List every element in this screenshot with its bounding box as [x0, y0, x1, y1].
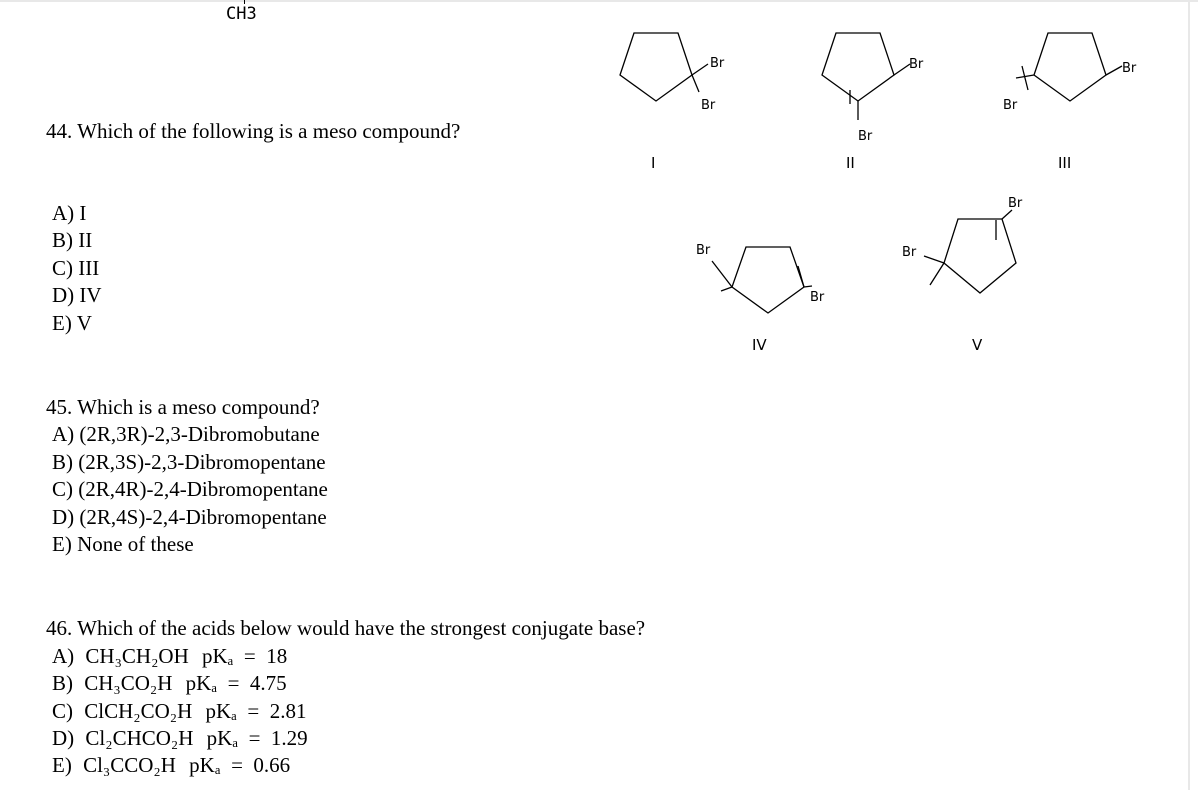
structure-iii-br-2: Br	[1003, 98, 1018, 113]
q46-option-d-letter: D)	[52, 726, 75, 750]
q46-option-a-formula: CH₃CH₂OH	[85, 644, 189, 668]
structure-v-br-2: Br	[902, 245, 917, 260]
q46-option-a[interactable]	[52, 643, 287, 671]
structure-i	[620, 33, 708, 101]
q44-option-b[interactable]: B) II	[52, 228, 93, 252]
q44-option-c[interactable]: C) III	[52, 256, 100, 280]
q45-option-e[interactable]: E) None of these	[52, 532, 194, 556]
q46-option-e-formula: Cl₃CCO₂H	[83, 753, 176, 777]
q46-option-c-letter: C)	[52, 699, 73, 723]
structure-v-br-1: Br	[1008, 196, 1023, 211]
structure-iv-br-1: Br	[696, 243, 711, 258]
q45-option-b[interactable]: B) (2R,3S)-2,3-Dibromopentane	[52, 450, 326, 474]
q46-option-a-letter: A)	[52, 644, 75, 668]
q45-option-c[interactable]: C) (2R,4R)-2,4-Dibromopentane	[52, 477, 328, 501]
q46-option-b[interactable]	[52, 670, 287, 698]
question-46-stem: 46. Which of the acids below would have the strongest conjugate base?	[46, 616, 646, 640]
previous-question-fragment: CH3	[226, 4, 257, 24]
q46-option-d-pka: pKₐ = 1.29	[206, 726, 308, 750]
q46-option-d-formula: Cl₂CHCO₂H	[85, 726, 194, 750]
q45-option-d[interactable]: D) (2R,4S)-2,4-Dibromopentane	[52, 505, 327, 529]
structure-label-v: V	[972, 336, 983, 354]
q44-option-a[interactable]: A) I	[52, 201, 87, 225]
structure-i-br-2: Br	[701, 98, 716, 113]
q46-option-b-pka: pKₐ = 4.75	[185, 671, 287, 695]
question-44-stem: 44. Which of the following is a meso compound?	[46, 119, 461, 143]
structure-ii	[822, 33, 910, 120]
q46-option-c-pka: pKₐ = 2.81	[205, 699, 307, 723]
q46-option-c[interactable]	[52, 698, 307, 726]
structure-label-iii: III	[1058, 154, 1072, 172]
structure-iv-br-2: Br	[810, 290, 825, 305]
q44-option-d[interactable]: D) IV	[52, 283, 102, 307]
structure-label-iv: IV	[752, 336, 767, 354]
structure-iii-br-1: Br	[1122, 61, 1137, 76]
structure-ii-br-2: Br	[858, 129, 873, 144]
q46-option-d[interactable]	[52, 725, 308, 753]
q46-option-a-pka: pKₐ = 18	[202, 644, 288, 668]
q46-option-e-letter: E)	[52, 753, 72, 777]
q46-option-e[interactable]	[52, 752, 290, 780]
structure-iv	[712, 247, 812, 313]
q45-option-a[interactable]: A) (2R,3R)-2,3-Dibromobutane	[52, 422, 320, 446]
structure-ii-br-1: Br	[909, 57, 924, 72]
structure-v	[924, 210, 1016, 293]
q46-option-b-letter: B)	[52, 671, 73, 695]
structure-label-i: I	[651, 154, 656, 172]
q46-option-b-formula: CH₃CO₂H	[84, 671, 173, 695]
structure-label-ii: II	[846, 154, 855, 172]
q44-option-e[interactable]: E) V	[52, 311, 92, 335]
structure-iii	[1016, 33, 1122, 101]
q46-option-c-formula: ClCH₂CO₂H	[84, 699, 193, 723]
question-45-stem: 45. Which is a meso compound?	[46, 395, 320, 419]
structure-i-br-1: Br	[710, 56, 725, 71]
q46-option-e-pka: pKₐ = 0.66	[189, 753, 291, 777]
